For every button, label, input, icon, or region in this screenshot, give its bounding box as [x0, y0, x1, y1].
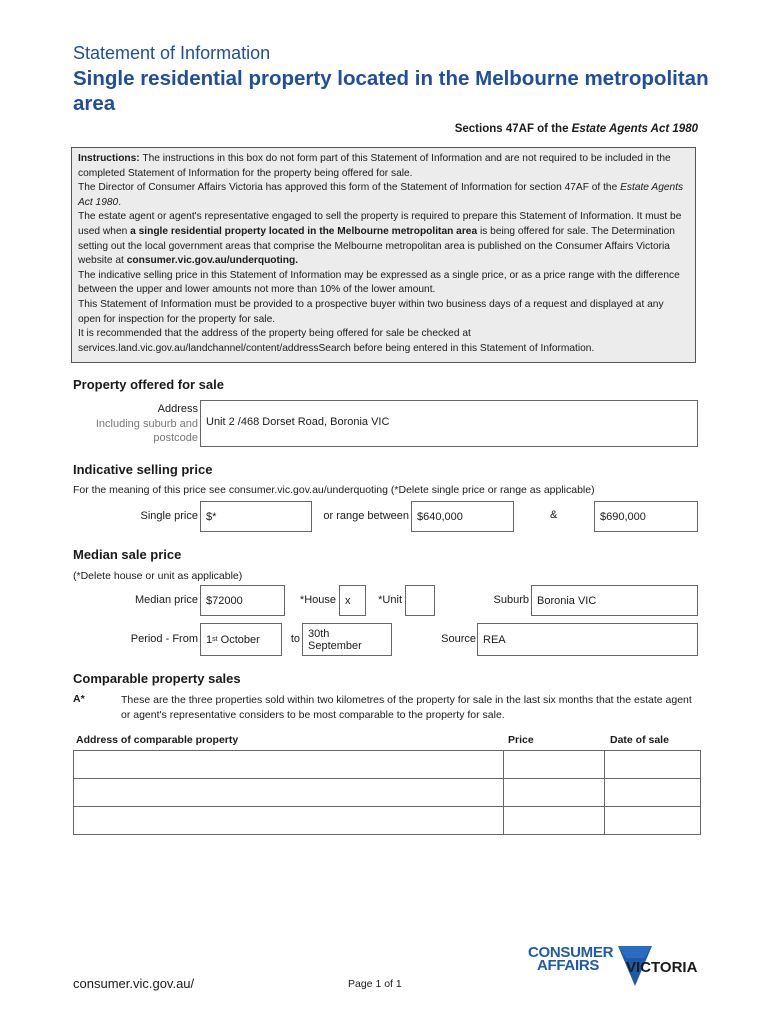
- logo-line2: AFFAIRS: [537, 957, 600, 974]
- median-price-field[interactable]: $72000: [200, 585, 285, 616]
- source-field[interactable]: REA: [477, 623, 698, 656]
- sections-reference: [455, 123, 698, 135]
- source-label: Source: [441, 633, 476, 645]
- logo-line1: CONSUMER: [528, 944, 614, 961]
- instructions-p2-end: .: [118, 196, 122, 208]
- instructions-p3-url[interactable]: consumer.vic.gov.au/underquoting.: [126, 255, 299, 267]
- comparable-heading: Comparable property sales: [73, 671, 241, 686]
- indicative-note: For the meaning of this price see consumer.vic.gov.au/underquoting (*Delete single price or range as applicable): [73, 484, 595, 496]
- comp-address-cell[interactable]: [74, 807, 504, 835]
- comp-price-cell[interactable]: [504, 807, 605, 835]
- instructions-p1-text: The instructions in this box do not form part of this Statement of Information and are not required to be included in the completed Statement of Information for the property being offered for sale.: [78, 153, 671, 179]
- address-label-line2: Including suburb and: [95, 417, 198, 430]
- table-row: [74, 751, 701, 779]
- col-price-header: Price: [508, 734, 534, 746]
- comp-price-cell[interactable]: [504, 751, 605, 779]
- instructions-p2-text: The Director of Consumer Affairs Victoria has approved this form of the Statement of Information for section 47AF of the: [78, 182, 621, 194]
- consumer-affairs-victoria-logo: [528, 944, 703, 990]
- instructions-p2: [78, 181, 689, 210]
- period-from-label: Period - From: [130, 633, 198, 645]
- page-number: Page 1 of 1: [348, 978, 402, 990]
- house-label: *House: [299, 594, 336, 606]
- comp-address-cell[interactable]: [74, 751, 504, 779]
- comp-address-cell[interactable]: [74, 779, 504, 807]
- comparable-a-text: These are the three properties sold within two kilometres of the property for sale in the last six months that the estate agent or agent's representative considers to be most comparable to the property for sale.: [121, 694, 692, 721]
- indicative-heading: Indicative selling price: [73, 462, 213, 477]
- single-price-field[interactable]: $*: [200, 501, 312, 532]
- instructions-p1: [78, 152, 689, 181]
- instructions-p3-b: is being offered for sale. The Determination setting out the local government areas that comprise the Melbourne metropolitan area is published on the Consumer Affairs Victoria website at: [78, 225, 675, 267]
- address-field[interactable]: Unit 2 /468 Dorset Road, Boronia VIC: [200, 400, 698, 447]
- house-checkbox[interactable]: x: [339, 585, 366, 616]
- logo-victoria: VICTORIA: [626, 959, 698, 976]
- instructions-p4: The indicative selling price in this Statement of Information may be expressed as a single price, or as a price range with the difference between the upper and lower amounts not more than 10% of the lower amount.: [78, 269, 680, 296]
- single-price-label: Single price: [140, 510, 198, 522]
- unit-checkbox[interactable]: [405, 585, 435, 616]
- comp-date-cell[interactable]: [605, 779, 701, 807]
- unit-label: *Unit: [378, 594, 402, 606]
- period-to-label: to: [290, 633, 300, 645]
- comparable-table: [73, 750, 701, 835]
- comp-date-cell[interactable]: [605, 751, 701, 779]
- median-heading: Median sale price: [73, 547, 182, 562]
- suburb-field[interactable]: Boronia VIC: [531, 585, 698, 616]
- table-row: [74, 779, 701, 807]
- instructions-p3-a: The estate agent or agent's representative engaged to sell the property is required to prepare this Statement of Information. It must be used when: [78, 211, 682, 237]
- median-price-label: Median price: [135, 594, 198, 606]
- comparable-a-label: A*: [73, 693, 85, 705]
- period-to-field[interactable]: 30th September: [302, 623, 392, 656]
- sections-act: Estate Agents Act 1980: [571, 123, 698, 135]
- range-label: or range between: [323, 510, 409, 522]
- median-note: (*Delete house or unit as applicable): [73, 570, 243, 582]
- col-address-header: Address of comparable property: [76, 734, 239, 746]
- document-title: Single residential property located in the Melbourne metropolitan area: [73, 67, 709, 115]
- address-label: [76, 402, 198, 446]
- range-ampersand: &: [550, 509, 558, 521]
- comp-date-cell[interactable]: [605, 807, 701, 835]
- suburb-label: Suburb: [493, 594, 529, 606]
- range-low-field[interactable]: $640,000: [411, 501, 514, 532]
- table-row: [74, 807, 701, 835]
- period-from-month: October: [217, 633, 260, 646]
- period-from-day: 1: [206, 633, 213, 646]
- period-from-field[interactable]: [200, 623, 282, 656]
- instructions-p5: This Statement of Information must be provided to a prospective buyer within two business days of a request and displayed at any open for inspection for the property for sale.: [78, 298, 664, 325]
- instructions-p3-bold: a single residential property located in the Melbourne metropolitan area: [130, 225, 478, 237]
- instructions-p6: It is recommended that the address of the property being offered for sale be checked at services.land.vic.gov.au/landchannel/content/addressSearch before being entered in this Statement of Information.: [78, 328, 595, 354]
- period-from-suffix: st: [212, 636, 218, 643]
- property-heading: Property offered for sale: [73, 377, 224, 392]
- comp-price-cell[interactable]: [504, 779, 605, 807]
- instructions-p3: [78, 210, 689, 268]
- col-date-header: Date of sale: [610, 734, 669, 746]
- address-label-line3: postcode: [153, 432, 198, 444]
- sections-prefix: Sections 47AF of the: [454, 123, 572, 135]
- range-high-field[interactable]: $690,000: [594, 501, 698, 532]
- footer-url[interactable]: consumer.vic.gov.au/: [73, 976, 195, 991]
- address-label-line1: Address: [157, 403, 198, 415]
- document-kicker: Statement of Information: [73, 43, 271, 63]
- instructions-label: Instructions:: [78, 153, 140, 164]
- instructions-box: [71, 147, 696, 363]
- instructions-p2-act: Estate Agents Act 1980: [78, 182, 684, 208]
